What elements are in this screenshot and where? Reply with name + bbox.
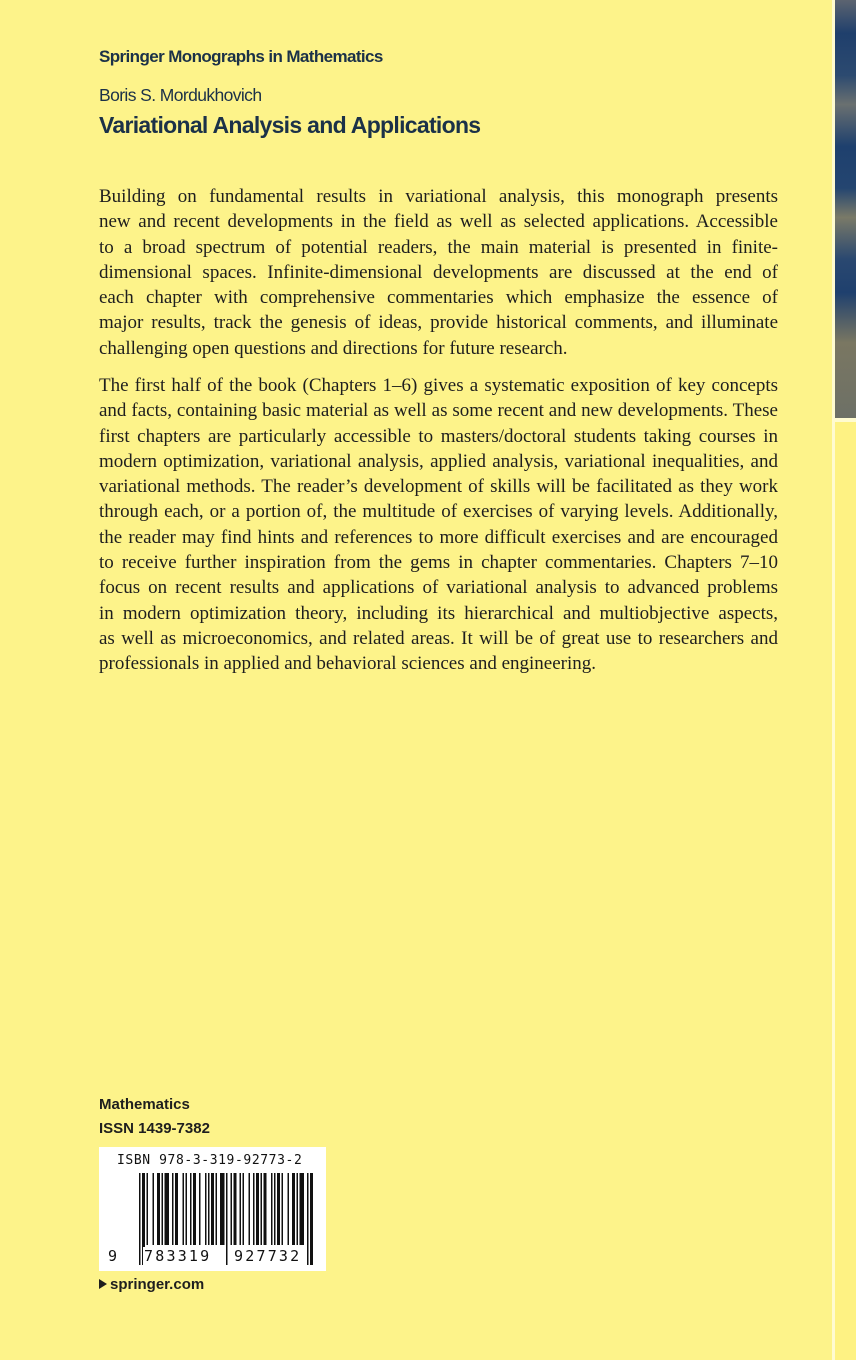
description-paragraph-2 xyxy=(99,373,778,677)
barcode-bar xyxy=(208,1173,210,1245)
paragraph-line: Building on fundamental results in variational analysis, this monograph presents xyxy=(99,186,778,207)
barcode-bar xyxy=(231,1173,233,1245)
spine-edge xyxy=(835,0,856,1360)
paragraph-line: in modern optimization theory, including its hierarchical and multiobjective aspects, xyxy=(99,602,778,624)
barcode-bar xyxy=(157,1173,160,1245)
book-title: Variational Analysis and Applications xyxy=(99,112,481,138)
barcode-bar xyxy=(153,1173,155,1245)
barcode-bar xyxy=(220,1173,225,1245)
barcode-bar xyxy=(256,1173,259,1245)
barcode-bar xyxy=(147,1173,149,1245)
series-name: Springer Monographs in Mathematics xyxy=(99,47,383,66)
issn-label: ISSN 1439-7382 xyxy=(99,1120,210,1137)
paragraph-line: each chapter with comprehensive commentaries which emphasize the essence of xyxy=(99,287,778,309)
barcode-bar xyxy=(249,1173,251,1245)
paragraph-line: The first half of the book (Chapters 1–6) gives a systematic exposition of key concepts xyxy=(99,375,778,396)
barcode-bar xyxy=(193,1173,196,1245)
paragraph-line: modern optimization, variational analysis, applied analysis, variational inequalities, and xyxy=(99,450,778,472)
barcode-digits-right: 927732 xyxy=(234,1247,302,1265)
paragraph-line: and facts, containing basic material as well as some recent and new developments. These xyxy=(99,400,778,422)
paragraph-line: the reader may find hints and references to more difficult exercises and are encouraged xyxy=(99,526,778,548)
paragraph-line: variational methods. The reader’s development of skills will be facilitated as they work xyxy=(99,476,778,498)
barcode-bar xyxy=(253,1173,255,1245)
barcode-bar xyxy=(205,1173,207,1245)
barcode-digits-left: 783319 xyxy=(144,1247,212,1265)
barcode-bar xyxy=(297,1173,299,1245)
barcode-bar xyxy=(288,1173,290,1245)
barcode-bar xyxy=(264,1173,267,1245)
spine-color-band xyxy=(835,0,856,418)
paragraph-line: through each, or a portion of, the multitude of exercises of varying levels. Additionally, xyxy=(99,501,778,523)
barcode-bar xyxy=(271,1173,273,1245)
barcode-bar xyxy=(300,1173,305,1245)
paragraph-line: new and recent developments in the field as well as selected applications. Accessible xyxy=(99,211,778,233)
barcode-bar xyxy=(261,1173,263,1245)
barcode-bar xyxy=(307,1173,309,1265)
paragraph-line: to receive further inspiration from the gems in chapter commentaries. Chapters 7–10 xyxy=(99,552,778,574)
barcode-digit-first: 9 xyxy=(108,1247,118,1265)
barcode-bar xyxy=(165,1173,170,1245)
paragraph-line: professionals in applied and behavioral sciences and engineering. xyxy=(99,653,596,675)
barcode-bar xyxy=(162,1173,164,1245)
description-paragraph-1 xyxy=(99,184,778,361)
spine-separator xyxy=(835,418,856,422)
paragraph-line: dimensional spaces. Infinite-dimensional developments are discussed at the end of xyxy=(99,261,778,283)
barcode-bar xyxy=(186,1173,188,1245)
barcode-bar xyxy=(216,1173,218,1245)
paragraph-line: challenging open questions and directions for future research. xyxy=(99,337,568,359)
barcode-bar xyxy=(274,1173,276,1245)
paragraph-line: first chapters are particularly accessible to masters/doctoral students taking courses in xyxy=(99,425,778,447)
paragraph-line: focus on recent results and applications of variational analysis to advanced problems xyxy=(99,577,778,599)
isbn-barcode xyxy=(99,1147,326,1271)
barcode-bar xyxy=(172,1173,174,1245)
barcode-bar xyxy=(190,1173,192,1245)
arrow-right-icon xyxy=(99,1279,107,1289)
website-link[interactable] xyxy=(99,1276,204,1293)
barcode-bar xyxy=(139,1173,141,1265)
subject-label: Mathematics xyxy=(99,1096,190,1113)
barcode-bar xyxy=(292,1173,295,1245)
barcode-bar xyxy=(211,1173,214,1245)
paragraph-line: to a broad spectrum of potential readers, the main material is presented in finite- xyxy=(99,236,778,258)
barcode-bar xyxy=(240,1173,242,1245)
barcode-bar xyxy=(282,1173,284,1245)
isbn-text: ISBN 978-3-319-92773-2 xyxy=(117,1153,303,1168)
barcode-bar xyxy=(175,1173,178,1245)
paragraph-line: major results, track the genesis of ideas, provide historical comments, and illuminate xyxy=(99,312,778,334)
barcode-bar xyxy=(310,1173,313,1265)
website-text: springer.com xyxy=(110,1276,205,1293)
paragraph-line: as well as microeconomics, and related areas. It will be of great use to researchers and xyxy=(99,627,778,649)
barcode-bar xyxy=(183,1173,185,1245)
barcode-bar xyxy=(234,1173,237,1245)
barcode-bar xyxy=(226,1173,228,1265)
barcode-bar xyxy=(199,1173,201,1245)
author-name: Boris S. Mordukhovich xyxy=(99,85,262,105)
barcode-bar xyxy=(243,1173,245,1245)
barcode-bar xyxy=(277,1173,280,1245)
